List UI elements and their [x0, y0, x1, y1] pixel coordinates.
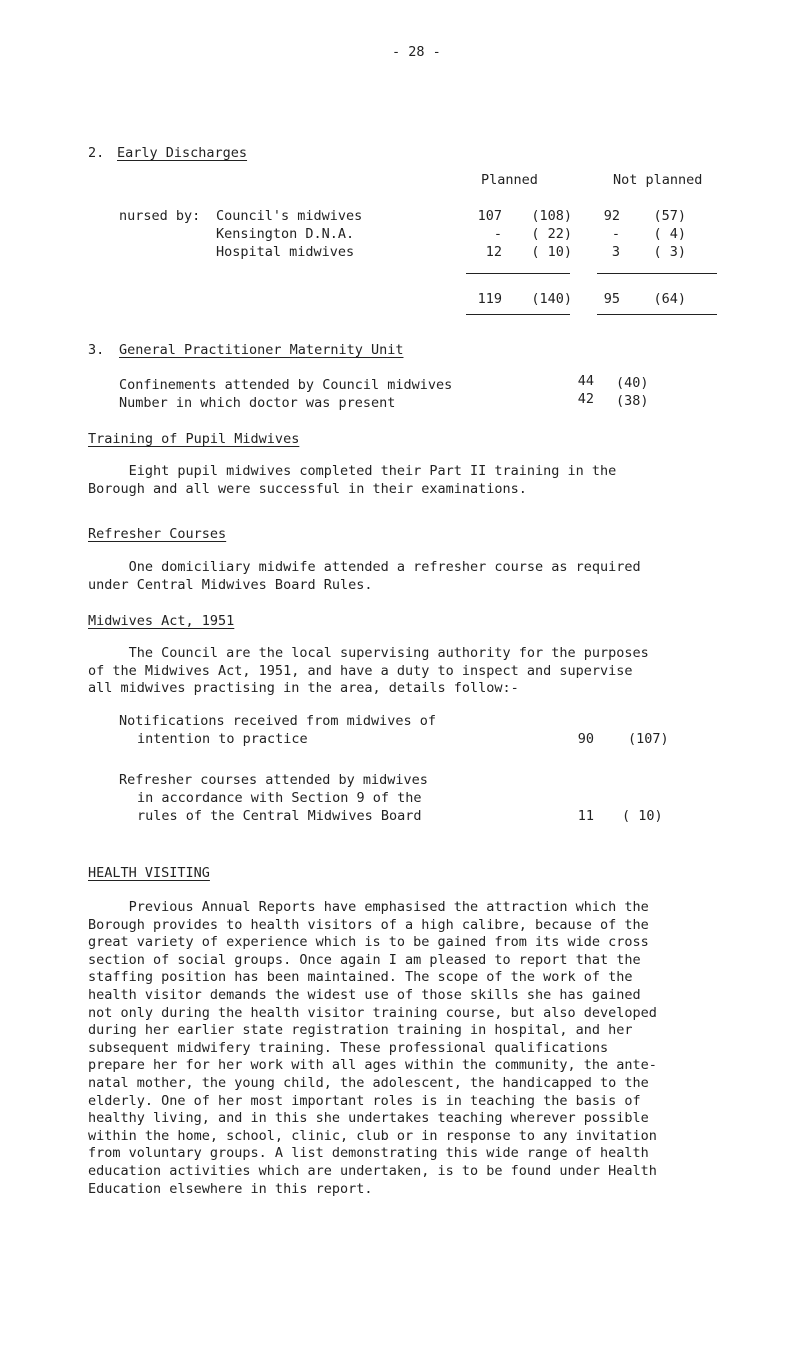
early-discharges-heading: Early Discharges — [117, 145, 248, 161]
not-planned-prev-value: ( 3) — [653, 244, 686, 260]
page-number: - 28 - — [392, 44, 441, 60]
gp-row-label: Number in which doctor was present — [119, 395, 396, 411]
health-visiting-heading: HEALTH VISITING — [88, 865, 210, 881]
rule-planned-top — [466, 273, 570, 274]
gp-row-value: 42 — [577, 391, 594, 407]
col-not-planned: Not planned — [613, 172, 703, 188]
rule-planned-bottom — [466, 314, 570, 315]
midwives-act-paragraph: The Council are the local supervising authority for the purposes of the Midwives Act, 1951, and have a duty to inspect and supervise all midwives practising in the area, details follow:- — [88, 645, 649, 697]
refresher-attended-prev-value: ( 10) — [622, 808, 663, 824]
gp-row-label: Confinements attended by Council midwives — [119, 377, 453, 393]
health-visiting-paragraph: Previous Annual Reports have emphasised the attraction which the Borough provides to health visitors of a high calibre, because of the great variety of experience which is to be gained from its wide cross section of social groups. Once again I am pleased to report that the staffing position has been maintained. The scope of the work of the health visitor demands the widest use of those skills she has gained not only during the health visitor training course, but also developed during her earlier state registration training in hospital, and her subsequent midwifery training. These professional qualifications prepare her for her work with all ages within the community, the ante- natal mother, the young child, the adolescent, the handicapped to the elderly. One of her most important roles is in teaching the basis of healthy living, and in this she undertakes teaching wherever possible within the home, school, clinic, club or in response to any invitation from voluntary groups. A list demonstrating this wide range of health education activities which are undertaken, is to be found under Health Education elsewhere in this report. — [88, 899, 657, 1197]
midwives-act-heading: Midwives Act, 1951 — [88, 613, 235, 629]
early-discharges-number: 2. — [88, 145, 105, 161]
refresher-attended-line1: Refresher courses attended by midwives — [119, 772, 428, 788]
notifications-label-line1: Notifications received from midwives of — [119, 713, 436, 729]
refresher-attended-value: 11 — [577, 808, 594, 824]
gp-row-prev-value: (38) — [616, 393, 649, 409]
table-row-label: Kensington D.N.A. — [216, 226, 355, 242]
planned-prev-value: (108) — [531, 208, 572, 224]
rule-not-planned-bottom — [597, 314, 717, 315]
gp-unit-heading: General Practitioner Maternity Unit — [119, 342, 404, 358]
planned-total: 119 — [477, 291, 502, 307]
table-row-label: Hospital midwives — [216, 244, 355, 260]
notifications-label-line2: intention to practice — [137, 731, 308, 747]
notifications-value: 90 — [577, 731, 594, 747]
not-planned-value: 92 — [603, 208, 620, 224]
gp-row-value: 44 — [577, 373, 594, 389]
refresher-heading: Refresher Courses — [88, 526, 227, 542]
refresher-attended-line3: rules of the Central Midwives Board — [137, 808, 422, 824]
not-planned-value: 3 — [611, 244, 620, 260]
planned-value: - — [493, 226, 502, 242]
refresher-attended-line2: in accordance with Section 9 of the — [137, 790, 422, 806]
planned-prev-value: ( 22) — [531, 226, 572, 242]
gp-unit-number: 3. — [88, 342, 105, 358]
refresher-paragraph: One domiciliary midwife attended a refresher course as required under Central Midwives Board Rules. — [88, 559, 641, 593]
not-planned-value: - — [611, 226, 620, 242]
planned-value: 12 — [485, 244, 502, 260]
col-planned: Planned — [481, 172, 538, 188]
training-paragraph: Eight pupil midwives completed their Part II training in the Borough and all were successful in their examinations. — [88, 463, 617, 497]
not-planned-prev-total: (64) — [653, 291, 686, 307]
not-planned-prev-value: (57) — [653, 208, 686, 224]
not-planned-prev-value: ( 4) — [653, 226, 686, 242]
training-heading: Training of Pupil Midwives — [88, 431, 300, 447]
planned-prev-value: ( 10) — [531, 244, 572, 260]
rule-not-planned-top — [597, 273, 717, 274]
table-row-label: Council's midwives — [216, 208, 363, 224]
not-planned-total: 95 — [603, 291, 620, 307]
notifications-prev-value: (107) — [628, 731, 669, 747]
planned-prev-total: (140) — [531, 291, 572, 307]
row-prefix: nursed by: — [119, 208, 201, 224]
gp-row-prev-value: (40) — [616, 375, 649, 391]
planned-value: 107 — [477, 208, 502, 224]
